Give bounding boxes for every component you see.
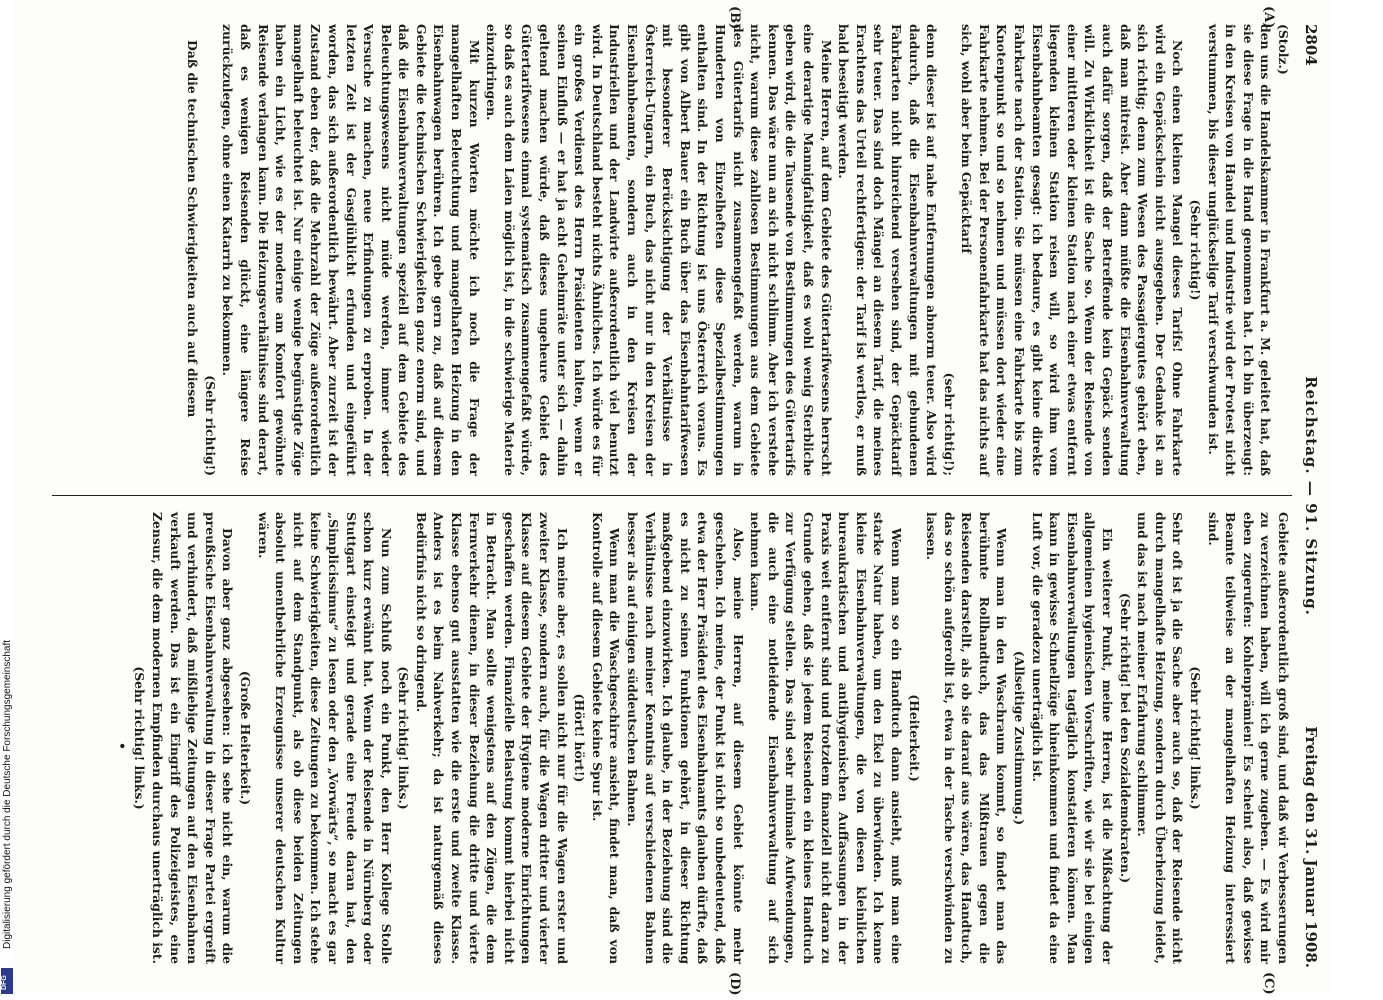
paragraph: Wenn man in den Waschraum kommt, so findet man das berühmte Rollhandtuch, das das Mißtrauen gegen die Reisenden darstellt, als ob sie darauf aus wären, das Handtuch, das so schön aufgerollt ist, etwa in der Tasche verschwinden zu lassen. [924, 512, 1010, 964]
scan-area [12, 0, 1332, 996]
interjection: (Sehr richtig! links.) [132, 666, 148, 810]
end-dot: • [114, 742, 130, 750]
document-page [12, 0, 1332, 996]
interjection: (Sehr richtig! links.) [1188, 666, 1204, 810]
paragraph: Daß die technischen Schwierigkeiten auch auf diesem [185, 40, 201, 418]
interjection: (Sehr richtig! bei den Sozialdemokraten.) [1117, 592, 1133, 884]
interjection: (Sehr richtig!) [202, 375, 218, 476]
page-number: 2804 [1302, 24, 1320, 66]
logo-text: DFG [1, 975, 8, 990]
dfg-logo [1, 968, 13, 994]
paragraph: Noch einen kleinen Mangel dieses Tarifs! Ohne Fahrkarte wird ein Gepäckschein nicht ausgegeben. Der Gedanke ist an sich richtig; denn zum Wesen des Passagiergutes gehört eben, daß man mitreist. Aber dann müßte die Eisenbahnverwaltung auch dafür sorgen, daß der Betreffende kein Gepäck senden will. Zu Wirklichkeit ist die Sache so. Wenn der Reisende von einer mittleren oder kleinen Station nach einer etwas entfernt liegenden kleinen Station reisen will, so wird ihm vom Eisenbahnbeamten gesagt: ich bedaure, es gibt keine direkte Fahrkarte nach der Station. Sie müssen eine Fahrkarte bis zum Knotenpunkt so und so nehmen und müssen dort wieder eine Fahrkarte nehmen. Bei der Personenfahrkarte hat das nichts auf sich, wohl aber beim Gepäcktarif [959, 24, 1186, 476]
paragraph: Mit kurzen Worten möchte ich noch die Frage der mangelhaften Beleuchtung und mangelhaften Heizung in den Eisenbahnwagen berühren. Ich gebe gern zu, daß auf diesem Gebiete die technischen Schwierigkeiten ganz enorm sind, und daß die Eisenbahnverwaltungen speziell auf dem Gebiete des Beleuchtungswesens nicht müde werden, immer wieder Versuche zu machen, neue Erfindungen zu erproben. In der letzten Zeit ist der Gasglühlicht erfunden und eingeführt worden, das sich außerordentlich bewährt. Aber zurzeit ist der Zustand eben der, daß die Mehrzahl der Züge außerordentlich mangelhaft beleuchtet ist. Nur einige wenige begünstigte Züge haben ein Licht, wie es der moderne am Komfort gewöhnte Reisende verlangen kann. Die Heizungsverhältnisse sind derart, daß es wenigen Reisenden glückt, eine längere Reise zurückzulegen, ohne einen Katarrh zu bekommen. [220, 24, 482, 476]
interjection: (Große Heiterkeit.) [237, 670, 253, 806]
speaker-name: (Stolz.) [1276, 24, 1291, 75]
interjection: (Allseitige Zustimmung.) [1012, 650, 1028, 826]
margin-marker-a: (A) [1261, 6, 1276, 29]
session-title: Reichstag. — 91. Sitzung. [1302, 376, 1320, 616]
margin-marker-b: (B) [727, 6, 742, 30]
paragraph: den uns die Handelskammer in Frankfurt a. M. geleitet hat, daß sie diese Frage in die Hand genommen hat. Ich bin überzeugt: in den Kreisen von Handel und Industrie wird der Protest nicht verstummen, bis dieser unglückselige Tarif verschwunden ist. [1205, 24, 1274, 476]
paragraph: Also, meine Herren, auf diesem Gebiet könnte mehr geschehen. Ich meine, der Punkt ist nicht so unbedeutend, daß etwa der Herr Präsident des Eisenbahnamts glauben dürfte, daß es nicht zu seinen Funktionen gehört, in dieser Richtung maßgebend einzuwirken. Ich glaube, in der Beziehung sind die Verhältnisse nach meiner Kenntnis auf verschiedenen Bahnen besser als auf einigen süddeutschen Bahnen. [625, 512, 746, 964]
paragraph: denn dieser ist auf nahe Entfernungen abnorm teuer. Also wird dadurch, daß die Eisenbahnverwaltungen mit gebundenen Fahrkarten nicht hinreichend versehen sind, der Gepäcktarif sehr teuer. Das sind doch Mängel an diesem Tarif, die meines Erachtens das Urteil rechtfertigen: der Tarif ist wertlos, er muß bald beseitigt werden. [836, 24, 940, 476]
right-column [22, 512, 1292, 964]
paragraph: Davon aber ganz abgesehen: ich sehe nicht ein, warum die preußische Eisenbahnverwaltung in dieser Frage Partei ergreift und verhindert, daß mißliebige Zeitungen auf den Eisenbahnen verkauft werden. Das ist ein Eingriff des Polizeigeistes, eine Zensur, die dem modernen Empfinden durchaus unerträglich ist. [150, 512, 236, 964]
margin-marker-d: (D) [727, 972, 742, 996]
paragraph: Gebiete außerordentlich groß sind, und daß wir Verbesserungen zu verzeichnen haben, will ich gerne zugeben. — Es wird mir eben zugerufen: Kohlenprämien! Es scheint also, daß gewisse Beamte teilweise an der mangelhaften Heizung interessiert sind. [1205, 512, 1291, 964]
interjection: (Hört! hört!) [572, 693, 588, 783]
paragraph: Wenn man so ein Handtuch dann ansieht, muß man eine starke Natur haben, um den Ekel zu überwinden. Ich kenne kleine Eisenbahnverwaltungen, die von diesen kleinlichen bureaukratischen und antihygienischen Auffassungen in der Praxis weit entfernt sind und trotzdem finanziell nicht daran zu Grunde gehen, daß sie jedem Reisenden ein kleines Handtuch zur Verfügung stellen. Das sind sehr minimale Aufwendungen, die auch eine notleidende Eisenbahnverwaltung auf sich nehmen kann. [748, 512, 904, 964]
credit-text: Digitalisierung gefördert durch die Deutsche Forschungsgemeinschaft [2, 639, 13, 949]
session-date: Freitag den 31. Januar 1908. [1302, 726, 1320, 968]
margin-marker-c: (C) [1261, 972, 1276, 995]
interjection: (Sehr richtig! links.) [396, 666, 412, 810]
interjection: (sehr richtig!); [941, 372, 957, 476]
paragraph: Wenn man die Waschgeschirre ansieht, findet man, daß von Kontrolle auf diesem Gebiete keine Spur ist. [589, 512, 623, 964]
paragraph: Ein weiterer Punkt, meine Herren, ist die Mißachtung der allgemeinen hygienischen Vorschriften, wie wir sie bei einigen Eisenbahnverwaltungen tagtäglich konstatieren können. Man kann in gewisse Schnellzüge hineinkommen und findet da eine Luft vor, die geradezu unerträglich ist. [1029, 512, 1116, 964]
page-header [1298, 24, 1320, 968]
interjection: (Sehr richtig!) [1188, 199, 1204, 301]
column-divider [52, 495, 1292, 496]
paragraph: Meine Herren, auf dem Gebiete des Gütertarifwesens herrscht eine derartige Mannigfaltigkeit, daß es wohl wenig Sterbliche geben wird, die die Tausende von Bestimmungen des Gütertarifs kennen. Das wäre nun an sich nicht schlimm. Aber ich verstehe nicht, warum diese zahllosen Bestimmungen aus dem Gebiete des Gütertarifs nicht zusammengefaßt werden, warum in Hunderten von Einzelheften diese Spezialbestimmungen enthalten sind. In der Richtung ist uns Österreich voraus. Es gibt von Albert Bauer ein Buch über das Eisenbahntarifwesen mit besonderer Berücksichtigung der Verhältnisse in Österreich-Ungarn, ein Buch, das nicht nur in den Kreisen der Eisenbahnbeamten, sondern auch in den Kreisen der Industriellen und der Landwirte außerordentlich viel benutzt wird. In Deutschland besteht nichts Ähnliches. Ich würde es für ein großes Verdienst des Herrn Präsidenten halten, wenn er seinen Einfluß — er hat ja acht Geheimräte unter sich — dahin geltend machen würde, daß dieses ungeheure Gebiet des Gütertarifwesens einmal systematisch zusammengefaßt würde, so daß es auch dem Laien möglich ist, in die schwierige Materie einzudringen. [484, 24, 834, 476]
paragraph: Sehr oft ist ja die Sache aber auch so, daß der Reisende nicht durch mangelhafte Heizung, sondern durch Überheizung leidet, und das ist nach meiner Erfahrung schlimmer. [1135, 512, 1186, 964]
left-column [22, 24, 1292, 476]
digitization-credit [0, 0, 14, 1000]
interjection: (Heiterkeit.) [906, 694, 922, 782]
paragraph: Nun zum Schluß noch ein Punkt, den Herr Kollege Stolle schon kurz erwähnt hat. Wenn der Reisende in Nürnberg oder Stuttgart einsteigt und gerade eine Freude daran hat, den „Simplicissimus“ zu lesen oder den „Vorwärts“, so macht es gar keine Schwierigkeiten, diese Zeitungen zu bekommen. Ich stehe nicht auf dem Standpunkt, als ob diese beiden Zeitungen absolut unentbehrliche Erzeugnisse unserer deutschen Kultur wären. [255, 512, 394, 964]
paragraph: Ich meine aber, es sollen nicht nur für die Wagen erster und zweiter Klasse, sondern auch, für die Wagen dritter und vierter Klasse auf diesem Gebiete der Hygiene moderne Einrichtungen geschaffen werden. Finanzielle Belastung kommt hierbei nicht in Betracht. Man sollte wenigstens auf den Zügen, die dem Fernverkehr dienen, in dieser Beziehung die dritte und vierte Klasse ebenso gut ausstatten wie die erste und zweite Klasse. Anders ist es beim Nahverkehr; da ist naturgemäß dieses Bedürfnis nicht so dringend. [413, 512, 570, 964]
